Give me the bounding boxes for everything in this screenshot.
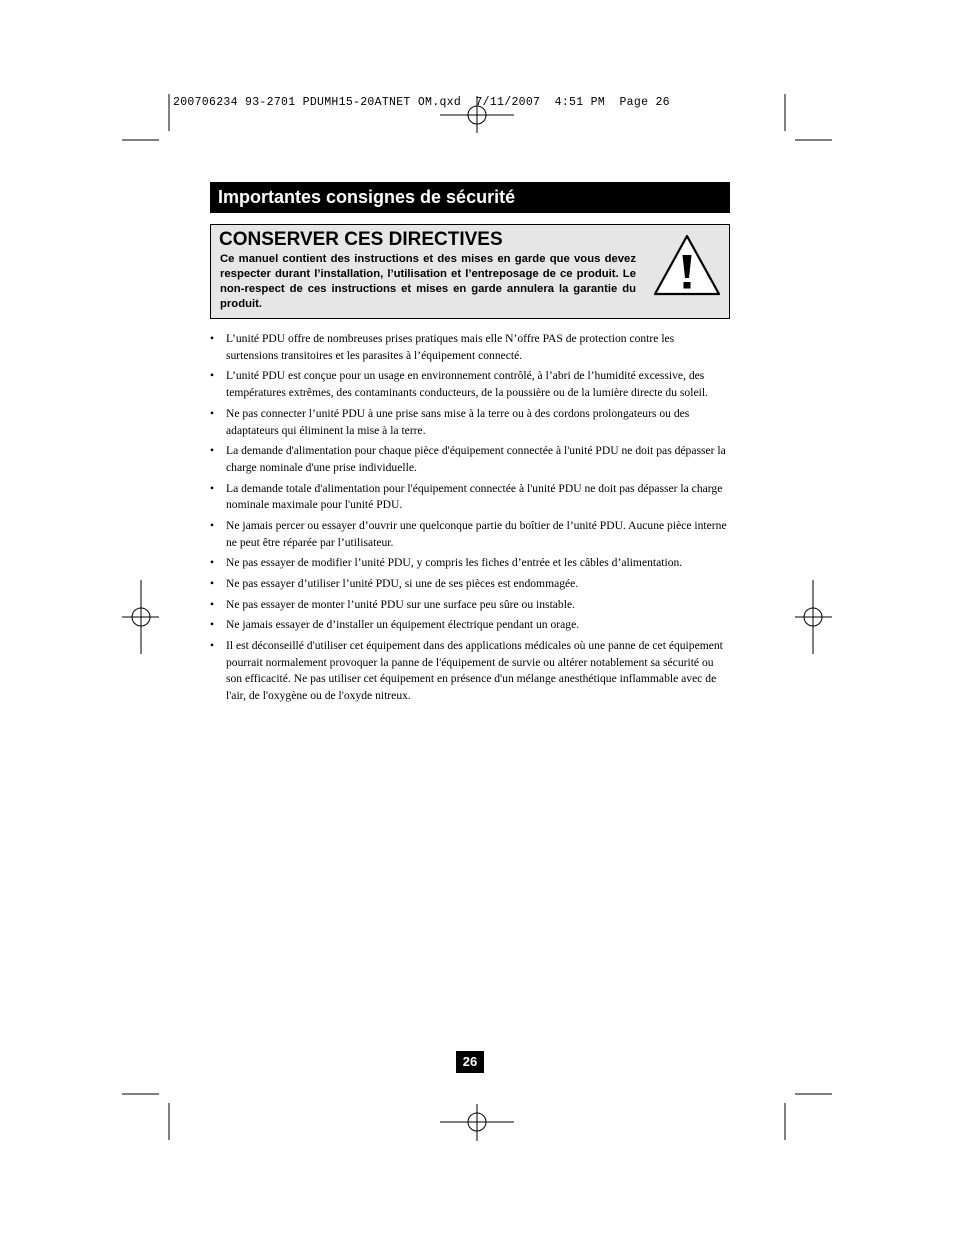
list-item: • La demande totale d'alimentation pour l'équipement connectée à l'unité PDU ne doit pas dépasser la charge nominale maximale pour l'unité PDU. <box>209 481 729 515</box>
list-item: • Ne jamais essayer de d’installer un équipement électrique pendant un orage. <box>209 617 729 634</box>
section-title-bar <box>210 182 730 213</box>
warning-triangle-icon <box>652 233 722 297</box>
registration-mark-top <box>440 96 514 133</box>
warning-box <box>210 224 730 319</box>
list-item: • L’unité PDU est conçue pour un usage en environnement contrôlé, à l’abri de l’humidité excessive, des températures extrêmes, des contaminants conducteurs, de la poussière ou de la lumière directe du soleil. <box>209 368 729 402</box>
list-item: • Ne pas essayer de modifier l’unité PDU, y compris les fiches d’entrée et les câbles d’alimentation. <box>209 555 729 572</box>
list-item: • Ne pas essayer d’utiliser l’unité PDU, si une de ses pièces est endommagée. <box>209 576 729 593</box>
list-item: • La demande d'alimentation pour chaque pièce d'équipement connectée à l'unité PDU ne doit pas dépasser la charge nominale d'une prise individuelle. <box>209 443 729 477</box>
print-slug: 200706234 93-2701 PDUMH15-20ATNET OM.qxd 7/11/2007 4:51 PM Page 26 <box>173 96 670 109</box>
registration-mark-right <box>795 580 832 654</box>
list-item: • L’unité PDU offre de nombreuses prises pratiques mais elle N’offre PAS de protection contre les surtensions transitoires et les parasites à l’équipement connecté. <box>209 331 729 365</box>
registration-mark-bottom <box>440 1104 514 1141</box>
list-item: • Ne pas connecter l’unité PDU à une prise sans mise à la terre ou à des cordons prolongateurs ou des adaptateurs qui éliminent la mise à la terre. <box>209 406 729 440</box>
safety-instructions-list <box>209 331 729 709</box>
list-item: • Ne jamais percer ou essayer d’ouvrir une quelconque partie du boîtier de l’unité PDU. Aucune pièce interne ne peut être réparée par l’utilisateur. <box>209 518 729 552</box>
warning-title: CONSERVER CES DIRECTIVES <box>219 229 503 250</box>
warning-text: Ce manuel contient des instructions et des mises en garde que vous devez respecter durant l’installation, l’utilisation et l’entreposage de ce produit. Le non-respect de ces instructions et mises en garde annulera la garantie du produit. <box>220 253 636 310</box>
list-item: • Il est déconseillé d'utiliser cet équipement dans des applications médicales où une panne de cet équipement pourrait normalement provoquer la panne de l'équipement de survie ou altérer notablement sa sécurité ou son efficacité. Ne pas utiliser cet équipement en présence d'un mélange anesthétique inflammable avec de l'air, de l'oxygène ou de l'oxyde nitreux. <box>209 638 729 705</box>
list-item: • Ne pas essayer de monter l’unité PDU sur une surface peu sûre ou instable. <box>209 597 729 614</box>
registration-mark-left <box>122 580 159 654</box>
section-title: Importantes consignes de sécurité <box>218 187 516 207</box>
page-number: 26 <box>456 1051 484 1073</box>
